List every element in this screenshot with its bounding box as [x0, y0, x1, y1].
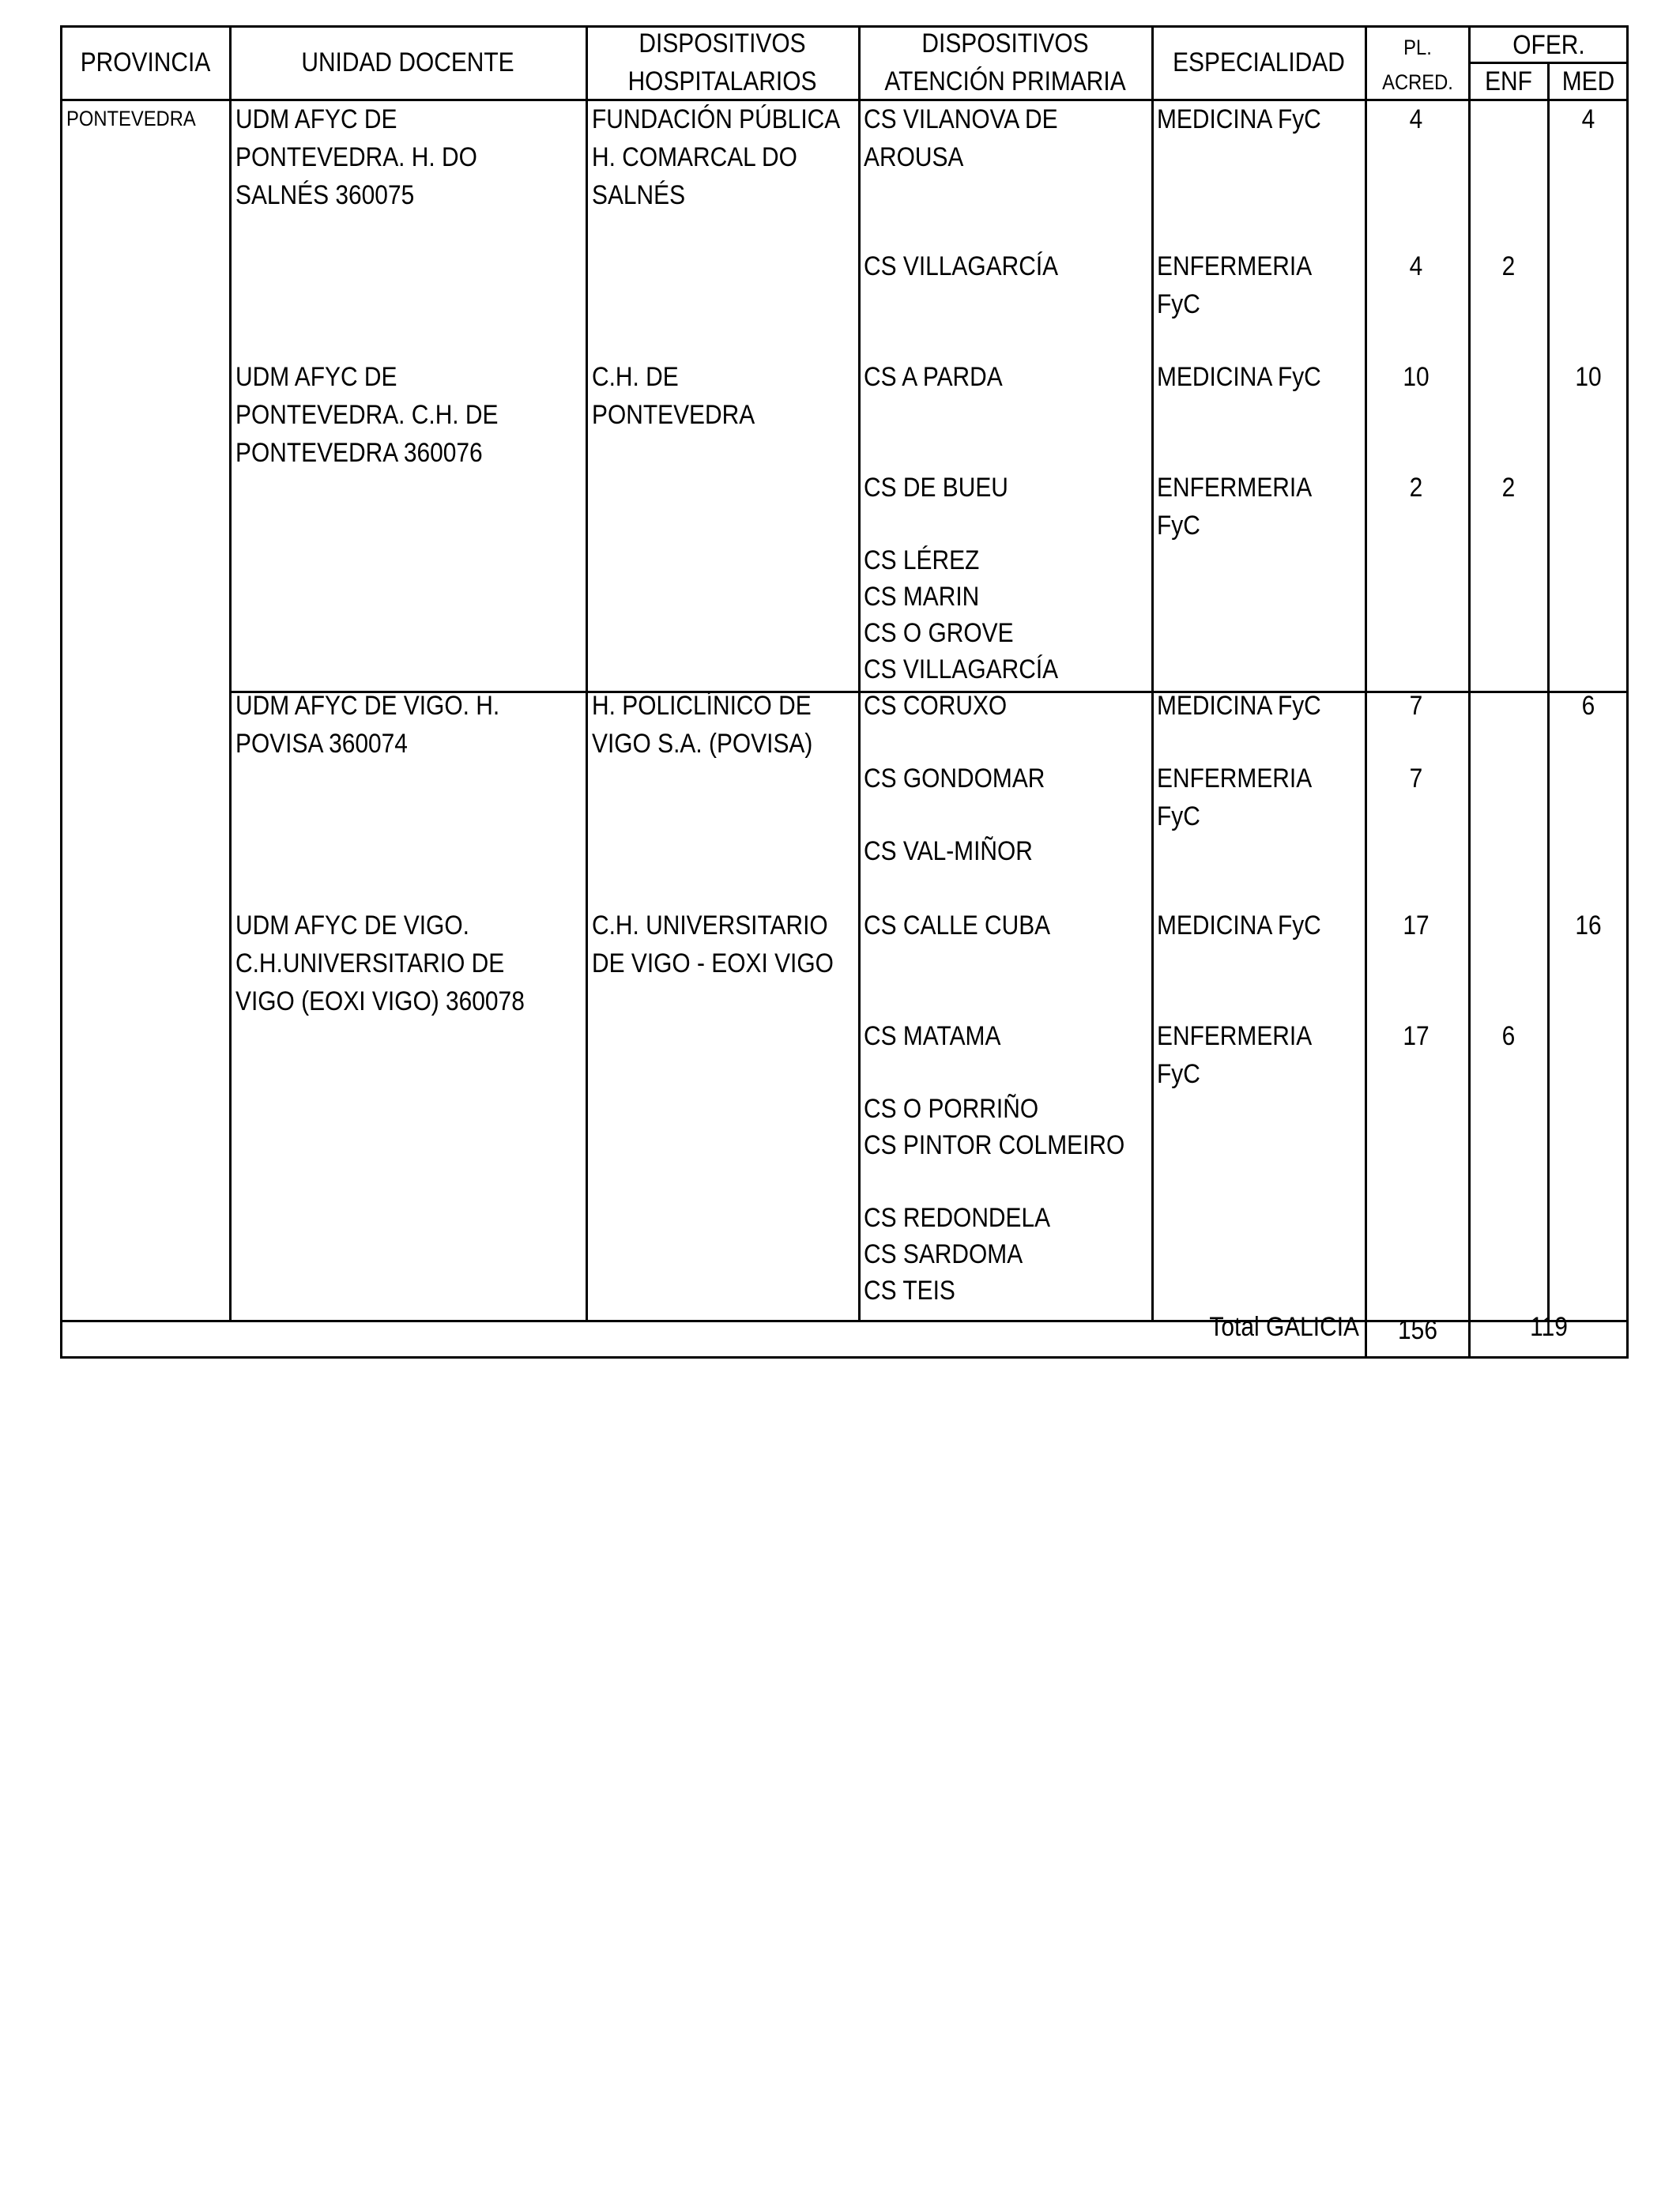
unidad-4-line-1: UDM AFYC DE VIGO.: [235, 910, 469, 941]
centro-1-2-line-1: CS VILLAGARCÍA: [864, 251, 1059, 281]
especialidad-4-1: MEDICINA FyC: [1157, 910, 1321, 941]
col-rule-pl: [1468, 25, 1471, 1359]
total-ofer: 119: [1530, 1312, 1568, 1342]
total-pl: 156: [1398, 1315, 1437, 1345]
unidad-1-line-2: PONTEVEDRA. H. DO: [235, 142, 477, 172]
header-med: MED: [1561, 66, 1615, 96]
table-border-left: [60, 25, 62, 1359]
hospital-4-line-2: DE VIGO - EOXI VIGO: [592, 948, 834, 978]
pl-4-2: 17: [1403, 1021, 1430, 1051]
col-rule-unidad: [586, 25, 588, 1322]
unidad-3-line-1: UDM AFYC DE VIGO. H.: [235, 691, 500, 721]
centro-2-3-line-2: CS MARIN: [864, 582, 980, 612]
unidad-1-line-1: UDM AFYC DE: [235, 104, 397, 134]
centro-4-4-line-3: CS TEIS: [864, 1276, 955, 1306]
hospital-4-line-1: C.H. UNIVERSITARIO: [592, 910, 828, 941]
pl-4-1: 17: [1403, 910, 1430, 941]
header-enf: ENF: [1485, 66, 1532, 96]
pl-2-1: 10: [1403, 362, 1430, 392]
hospital-2-line-2: PONTEVEDRA: [592, 400, 755, 430]
centro-3-3: CS VAL-MIÑOR: [864, 836, 1033, 866]
hospital-1-line-2: H. COMARCAL DO: [592, 142, 797, 172]
enf-2-2: 2: [1501, 473, 1516, 503]
col-rule-enf: [1547, 62, 1550, 1322]
especialidad-3-2-line-1: ENFERMERIA: [1157, 763, 1313, 794]
header-disp-hospitalarios-1: DISPOSITIVOS: [638, 28, 806, 58]
enf-1-2: 2: [1501, 251, 1516, 281]
header-disp-ap-1: DISPOSITIVOS: [921, 28, 1089, 58]
header-disp-hospitalarios-2: HOSPITALARIOS: [627, 66, 817, 96]
centro-2-3-line-4: CS VILLAGARCÍA: [864, 654, 1059, 684]
col-rule-hospital: [858, 25, 861, 1322]
hospital-1-line-3: SALNÉS: [592, 180, 686, 210]
col-rule-ap: [1151, 25, 1154, 1322]
centro-4-4-line-2: CS SARDOMA: [864, 1239, 1023, 1269]
header-pl-2: ACRED.: [1382, 70, 1453, 94]
pl-1-1: 4: [1409, 104, 1423, 134]
header-ofer: OFER.: [1512, 30, 1585, 60]
unidad-2-line-2: PONTEVEDRA. C.H. DE: [235, 400, 499, 430]
especialidad-3-1: MEDICINA FyC: [1157, 691, 1321, 721]
centro-4-1: CS CALLE CUBA: [864, 910, 1051, 941]
centro-3-2: CS GONDOMAR: [864, 763, 1045, 794]
total-row-rule: [60, 1320, 1629, 1322]
med-4-1: 16: [1575, 910, 1602, 941]
centro-4-2: CS MATAMA: [864, 1021, 1001, 1051]
centro-4-3-line-2: CS PINTOR COLMEIRO: [864, 1130, 1125, 1160]
centro-1-1-line-2: AROUSA: [864, 142, 964, 172]
hospital-3-line-2: VIGO S.A. (POVISA): [592, 729, 813, 759]
col-rule-especialidad: [1365, 25, 1367, 1359]
centro-2-3-line-3: CS O GROVE: [864, 618, 1014, 648]
med-1-1: 4: [1581, 104, 1595, 134]
pl-1-2: 4: [1409, 251, 1423, 281]
centro-4-4-line-1: CS REDONDELA: [864, 1203, 1051, 1233]
med-3-1: 6: [1581, 691, 1595, 721]
especialidad-3-2-line-2: FyC: [1157, 801, 1200, 831]
unidad-4-line-2: C.H.UNIVERSITARIO DE: [235, 948, 505, 978]
hospital-1-line-1: FUNDACIÓN PÚBLICA: [592, 104, 841, 134]
centro-2-2: CS DE BUEU: [864, 473, 1008, 503]
unidad-4-line-3: VIGO (EOXI VIGO) 360078: [235, 986, 525, 1016]
cell-provincia: PONTEVEDRA: [66, 107, 196, 130]
pl-3-1: 7: [1409, 691, 1423, 721]
pl-2-2: 2: [1409, 473, 1423, 503]
especialidad-1-2-line-1: ENFERMERIA: [1157, 251, 1313, 281]
unidad-2-line-1: UDM AFYC DE: [235, 362, 397, 392]
pl-3-2: 7: [1409, 763, 1423, 794]
centro-2-1: CS A PARDA: [864, 362, 1003, 392]
especialidad-4-2-line-1: ENFERMERIA: [1157, 1021, 1313, 1051]
header-pl-1: PL.: [1403, 36, 1432, 59]
header-disp-ap-2: ATENCIÓN PRIMARIA: [884, 66, 1126, 96]
hospital-2-line-1: C.H. DE: [592, 362, 679, 392]
header-provincia: PROVINCIA: [80, 47, 211, 77]
col-rule-provincia: [229, 25, 232, 1322]
centro-3-1: CS CORUXO: [864, 691, 1008, 721]
enf-4-2: 6: [1501, 1021, 1516, 1051]
unidad-2-line-3: PONTEVEDRA 360076: [235, 438, 483, 468]
especialidad-2-2-line-1: ENFERMERIA: [1157, 473, 1313, 503]
hospital-3-line-1: H. POLICLÍNICO DE: [592, 691, 812, 721]
total-label: Total GALICIA: [1209, 1312, 1359, 1342]
especialidad-2-1: MEDICINA FyC: [1157, 362, 1321, 392]
centro-4-3-line-1: CS O PORRIÑO: [864, 1094, 1039, 1124]
especialidad-1-2-line-2: FyC: [1157, 289, 1200, 319]
med-2-1: 10: [1575, 362, 1602, 392]
header-unidad-docente: UNIDAD DOCENTE: [301, 47, 514, 77]
unidad-1-line-3: SALNÉS 360075: [235, 180, 415, 210]
especialidad-2-2-line-2: FyC: [1157, 511, 1200, 541]
table-border-bottom: [60, 1356, 1629, 1359]
unidad-3-line-2: POVISA 360074: [235, 729, 408, 759]
header-especialidad: ESPECIALIDAD: [1173, 47, 1345, 77]
centro-1-1-line-1: CS VILANOVA DE: [864, 104, 1058, 134]
centro-2-3-line-1: CS LÉREZ: [864, 545, 980, 575]
especialidad-1-1: MEDICINA FyC: [1157, 104, 1321, 134]
especialidad-4-2-line-2: FyC: [1157, 1059, 1200, 1089]
table-border-top: [60, 25, 1629, 28]
